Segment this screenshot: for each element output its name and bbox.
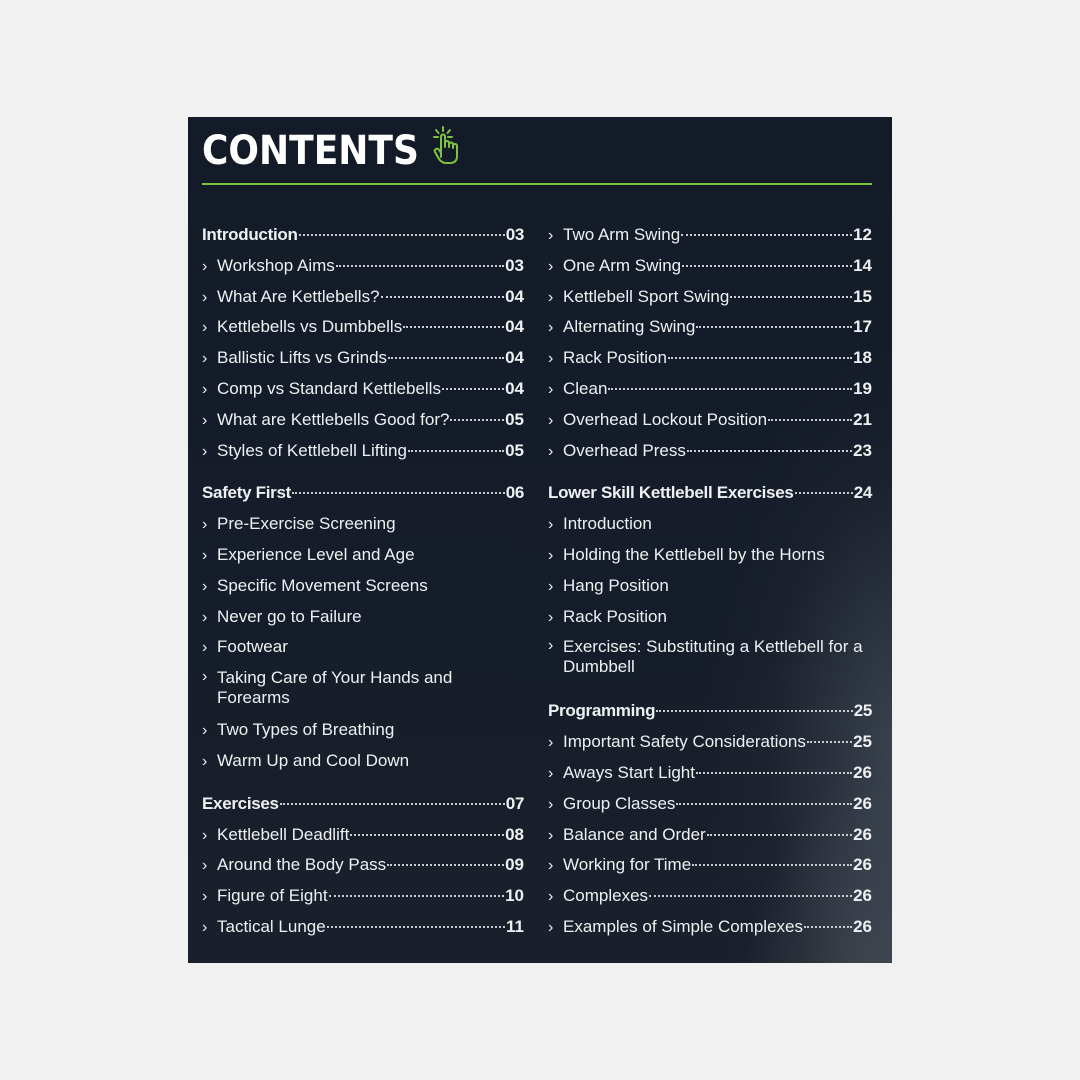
chevron-right-icon: › xyxy=(202,752,208,770)
chevron-right-icon: › xyxy=(548,734,554,752)
toc-entry[interactable] xyxy=(548,441,872,472)
toc-page-number: 25 xyxy=(853,701,872,721)
toc-entry-label: Never go to Failure xyxy=(217,606,362,626)
toc-entry-label: Footwear xyxy=(217,637,288,657)
toc-entry-label: Comp vs Standard Kettlebells xyxy=(217,378,441,398)
toc-entry[interactable] xyxy=(202,317,524,348)
toc-entry-label: Exercises xyxy=(202,793,279,813)
toc-entry[interactable] xyxy=(548,410,872,441)
toc-section-heading[interactable] xyxy=(202,225,524,256)
toc-entry-label: Important Safety Considerations xyxy=(563,732,806,752)
toc-entry[interactable] xyxy=(202,545,524,576)
toc-entry[interactable] xyxy=(548,637,872,689)
dot-leader xyxy=(292,492,505,494)
toc-page-number: 04 xyxy=(505,317,524,337)
toc-page-number: 26 xyxy=(853,793,872,813)
chevron-right-icon: › xyxy=(202,442,208,460)
dot-leader xyxy=(692,864,852,866)
chevron-right-icon: › xyxy=(548,319,554,337)
toc-entry-label: One Arm Swing xyxy=(563,255,682,275)
toc-entry[interactable] xyxy=(548,225,872,256)
dot-leader xyxy=(696,772,852,774)
toc-entry[interactable] xyxy=(548,379,872,410)
dot-leader xyxy=(696,326,852,328)
dot-leader xyxy=(707,834,852,836)
section-gap xyxy=(202,782,524,794)
toc-entry-label: Complexes xyxy=(563,886,649,906)
chevron-right-icon: › xyxy=(202,319,208,337)
toc-entry[interactable] xyxy=(548,855,872,886)
dot-leader xyxy=(730,296,852,298)
toc-entry[interactable] xyxy=(548,287,872,318)
toc-entry[interactable] xyxy=(548,545,872,576)
contents-panel xyxy=(188,117,892,963)
toc-entry[interactable] xyxy=(202,576,524,607)
dot-leader xyxy=(608,388,852,390)
toc-right-column xyxy=(548,225,872,948)
toc-entry-label: Examples of Simple Complexes xyxy=(563,916,803,936)
dot-leader xyxy=(687,450,852,452)
toc-entry-label: Kettlebells vs Dumbbells xyxy=(217,317,403,337)
dot-leader xyxy=(668,357,852,359)
dot-leader xyxy=(408,450,504,452)
chevron-right-icon: › xyxy=(548,546,554,564)
toc-entry[interactable] xyxy=(548,763,872,794)
toc-entry[interactable] xyxy=(202,917,524,948)
toc-entry-label: Specific Movement Screens xyxy=(217,575,428,595)
toc-page-number: 26 xyxy=(853,886,872,906)
toc-entry[interactable] xyxy=(548,794,872,825)
toc-entry[interactable] xyxy=(548,514,872,545)
toc-entry-label: Two Arm Swing xyxy=(563,225,681,244)
dot-leader xyxy=(350,834,504,836)
toc-entry[interactable] xyxy=(548,917,872,948)
toc-page-number: 26 xyxy=(853,855,872,875)
dot-leader xyxy=(676,803,852,805)
chevron-right-icon: › xyxy=(548,577,554,595)
dot-leader xyxy=(336,265,504,267)
toc-entry-label: Rack Position xyxy=(563,606,667,626)
chevron-right-icon: › xyxy=(202,639,208,657)
toc-entry-label: Warm Up and Cool Down xyxy=(217,750,410,770)
chevron-right-icon: › xyxy=(548,795,554,813)
toc-page-number: 04 xyxy=(505,378,524,398)
section-gap xyxy=(202,471,524,483)
dot-leader xyxy=(681,234,852,236)
toc-left-column xyxy=(202,225,524,948)
toc-entry-label: Experience Level and Age xyxy=(217,544,415,564)
toc-entry[interactable] xyxy=(202,886,524,917)
toc-entry-label: Holding the Kettlebell by the Horns xyxy=(563,544,825,564)
toc-entry-label: Pre-Exercise Screening xyxy=(217,514,396,534)
toc-page-number: 05 xyxy=(505,440,524,460)
toc-entry-label: What Are Kettlebells? xyxy=(217,286,380,306)
toc-entry-label: Around the Body Pass xyxy=(217,855,387,875)
toc-entry-label: Aways Start Light xyxy=(563,762,695,782)
toc-entry-label: What are Kettlebells Good for? xyxy=(217,409,450,429)
toc-entry-label: Overhead Lockout Position xyxy=(563,409,768,429)
dot-leader xyxy=(807,741,852,743)
chevron-right-icon: › xyxy=(548,826,554,844)
toc-page-number: 12 xyxy=(853,225,872,244)
hand-pointer-icon xyxy=(432,125,462,165)
toc-entry-label: Group Classes xyxy=(563,793,676,813)
toc-entry-label: Introduction xyxy=(202,225,298,244)
chevron-right-icon: › xyxy=(548,350,554,368)
toc-entry-label: Two Types of Breathing xyxy=(217,720,395,740)
toc-entry[interactable] xyxy=(548,576,872,607)
toc-entry-label: Styles of Kettlebell Lifting xyxy=(217,440,407,460)
chevron-right-icon: › xyxy=(548,764,554,782)
toc-entry-label: Safety First xyxy=(202,483,291,503)
toc-page-number: 15 xyxy=(853,286,872,306)
toc-entry[interactable] xyxy=(548,886,872,917)
chevron-right-icon: › xyxy=(202,411,208,429)
toc-entry-label: Hang Position xyxy=(563,575,669,595)
toc-entry[interactable] xyxy=(202,668,524,720)
dot-leader xyxy=(795,492,853,494)
dot-leader xyxy=(442,388,504,390)
chevron-right-icon: › xyxy=(202,380,208,398)
toc-entry[interactable] xyxy=(548,348,872,379)
toc-entry-label: Introduction xyxy=(563,514,652,534)
dot-leader xyxy=(649,895,852,897)
chevron-right-icon: › xyxy=(202,546,208,564)
chevron-right-icon: › xyxy=(548,637,554,655)
toc-entry-label: Clean xyxy=(563,378,608,398)
dot-leader xyxy=(682,265,852,267)
toc-entry[interactable] xyxy=(202,720,524,751)
chevron-right-icon: › xyxy=(202,577,208,595)
toc-entry-label: Figure of Eight xyxy=(217,886,328,906)
toc-entry[interactable] xyxy=(202,441,524,472)
chevron-right-icon: › xyxy=(548,288,554,306)
toc-entry[interactable] xyxy=(548,825,872,856)
toc-page-number: 11 xyxy=(506,916,524,936)
dot-leader xyxy=(450,419,504,421)
dot-leader xyxy=(403,326,504,328)
toc-entry[interactable] xyxy=(548,732,872,763)
toc-page-number: 21 xyxy=(853,409,872,429)
toc-section-heading[interactable] xyxy=(548,701,872,732)
toc-entry-label: Exercises: Substituting a Kettlebell for a Dumbbell xyxy=(563,637,863,676)
toc-page-number: 05 xyxy=(505,409,524,429)
toc-page-number: 08 xyxy=(505,824,524,844)
toc-entry[interactable] xyxy=(202,855,524,886)
title-underline xyxy=(202,183,872,185)
chevron-right-icon: › xyxy=(202,516,208,534)
chevron-right-icon: › xyxy=(202,888,208,906)
section-gap xyxy=(548,689,872,701)
toc-entry-label: Kettlebell Deadlift xyxy=(217,824,350,844)
toc-entry[interactable] xyxy=(202,607,524,638)
toc-entry[interactable] xyxy=(548,256,872,287)
dot-leader xyxy=(299,234,505,236)
toc-entry-label: Tactical Lunge xyxy=(217,916,326,936)
toc-page-number: 23 xyxy=(853,440,872,460)
toc-page-number: 04 xyxy=(505,348,524,368)
toc-entry[interactable] xyxy=(202,637,524,668)
chevron-right-icon: › xyxy=(202,257,208,275)
toc-section-heading[interactable] xyxy=(548,483,872,514)
chevron-right-icon: › xyxy=(548,442,554,460)
toc-entry-label: Rack Position xyxy=(563,348,667,368)
toc-entry[interactable] xyxy=(202,825,524,856)
chevron-right-icon: › xyxy=(548,918,554,936)
toc-page-number: 06 xyxy=(505,483,524,503)
chevron-right-icon: › xyxy=(548,857,554,875)
chevron-right-icon: › xyxy=(548,411,554,429)
toc-section-heading[interactable] xyxy=(202,794,524,825)
toc-entry-label: Workshop Aims xyxy=(217,255,335,275)
chevron-right-icon: › xyxy=(202,826,208,844)
toc-entry[interactable] xyxy=(202,751,524,782)
toc-page-number: 26 xyxy=(853,762,872,782)
toc-page-number: 17 xyxy=(853,317,872,337)
toc-page-number: 09 xyxy=(505,855,524,875)
toc-entry-label: Ballistic Lifts vs Grinds xyxy=(217,348,388,368)
chevron-right-icon: › xyxy=(548,380,554,398)
toc-page-number: 07 xyxy=(505,793,524,813)
toc-entry-label: Programming xyxy=(548,701,656,721)
page-title: CONTENTS xyxy=(202,128,419,174)
chevron-right-icon: › xyxy=(548,516,554,534)
chevron-right-icon: › xyxy=(202,668,208,686)
dot-leader xyxy=(327,926,505,928)
chevron-right-icon: › xyxy=(202,350,208,368)
chevron-right-icon: › xyxy=(202,608,208,626)
dot-leader xyxy=(656,710,852,712)
dot-leader xyxy=(280,803,505,805)
toc-page-number: 14 xyxy=(853,255,872,275)
toc-entry-label: Balance and Order xyxy=(563,824,706,844)
toc-entry[interactable] xyxy=(548,607,872,638)
toc-section-heading[interactable] xyxy=(202,483,524,514)
toc-entry[interactable] xyxy=(202,379,524,410)
chevron-right-icon: › xyxy=(202,722,208,740)
dot-leader xyxy=(381,296,505,298)
chevron-right-icon: › xyxy=(548,888,554,906)
dot-leader xyxy=(329,895,505,897)
toc-page-number: 26 xyxy=(853,916,872,936)
chevron-right-icon: › xyxy=(202,918,208,936)
toc-page-number: 04 xyxy=(505,286,524,306)
title-row xyxy=(202,123,443,179)
toc-page-number: 25 xyxy=(853,732,872,752)
toc-page-number: 19 xyxy=(853,378,872,398)
chevron-right-icon: › xyxy=(202,857,208,875)
toc-entry[interactable] xyxy=(202,287,524,318)
toc-page-number: 03 xyxy=(505,225,524,244)
dot-leader xyxy=(387,864,504,866)
toc-page-number: 24 xyxy=(853,483,872,503)
toc-entry-label: Kettlebell Sport Swing xyxy=(563,286,730,306)
dot-leader xyxy=(768,419,852,421)
toc-entry[interactable] xyxy=(202,410,524,441)
chevron-right-icon: › xyxy=(202,288,208,306)
toc-entry[interactable] xyxy=(202,256,524,287)
chevron-right-icon: › xyxy=(548,227,554,244)
dot-leader xyxy=(804,926,852,928)
toc-page-number: 26 xyxy=(853,824,872,844)
toc-page-number: 18 xyxy=(853,348,872,368)
dot-leader xyxy=(388,357,504,359)
toc-entry[interactable] xyxy=(202,348,524,379)
toc-entry-label: Taking Care of Your Hands and Forearms xyxy=(217,668,453,707)
toc-entry[interactable] xyxy=(202,514,524,545)
chevron-right-icon: › xyxy=(548,257,554,275)
toc-page-number: 03 xyxy=(505,255,524,275)
chevron-right-icon: › xyxy=(548,608,554,626)
toc-entry[interactable] xyxy=(548,317,872,348)
toc-page-number: 10 xyxy=(505,886,524,906)
toc-entry-label: Working for Time xyxy=(563,855,692,875)
toc-entry-label: Alternating Swing xyxy=(563,317,696,337)
section-gap xyxy=(548,471,872,483)
toc-entry-label: Overhead Press xyxy=(563,440,686,460)
toc-entry-label: Lower Skill Kettlebell Exercises xyxy=(548,483,794,503)
